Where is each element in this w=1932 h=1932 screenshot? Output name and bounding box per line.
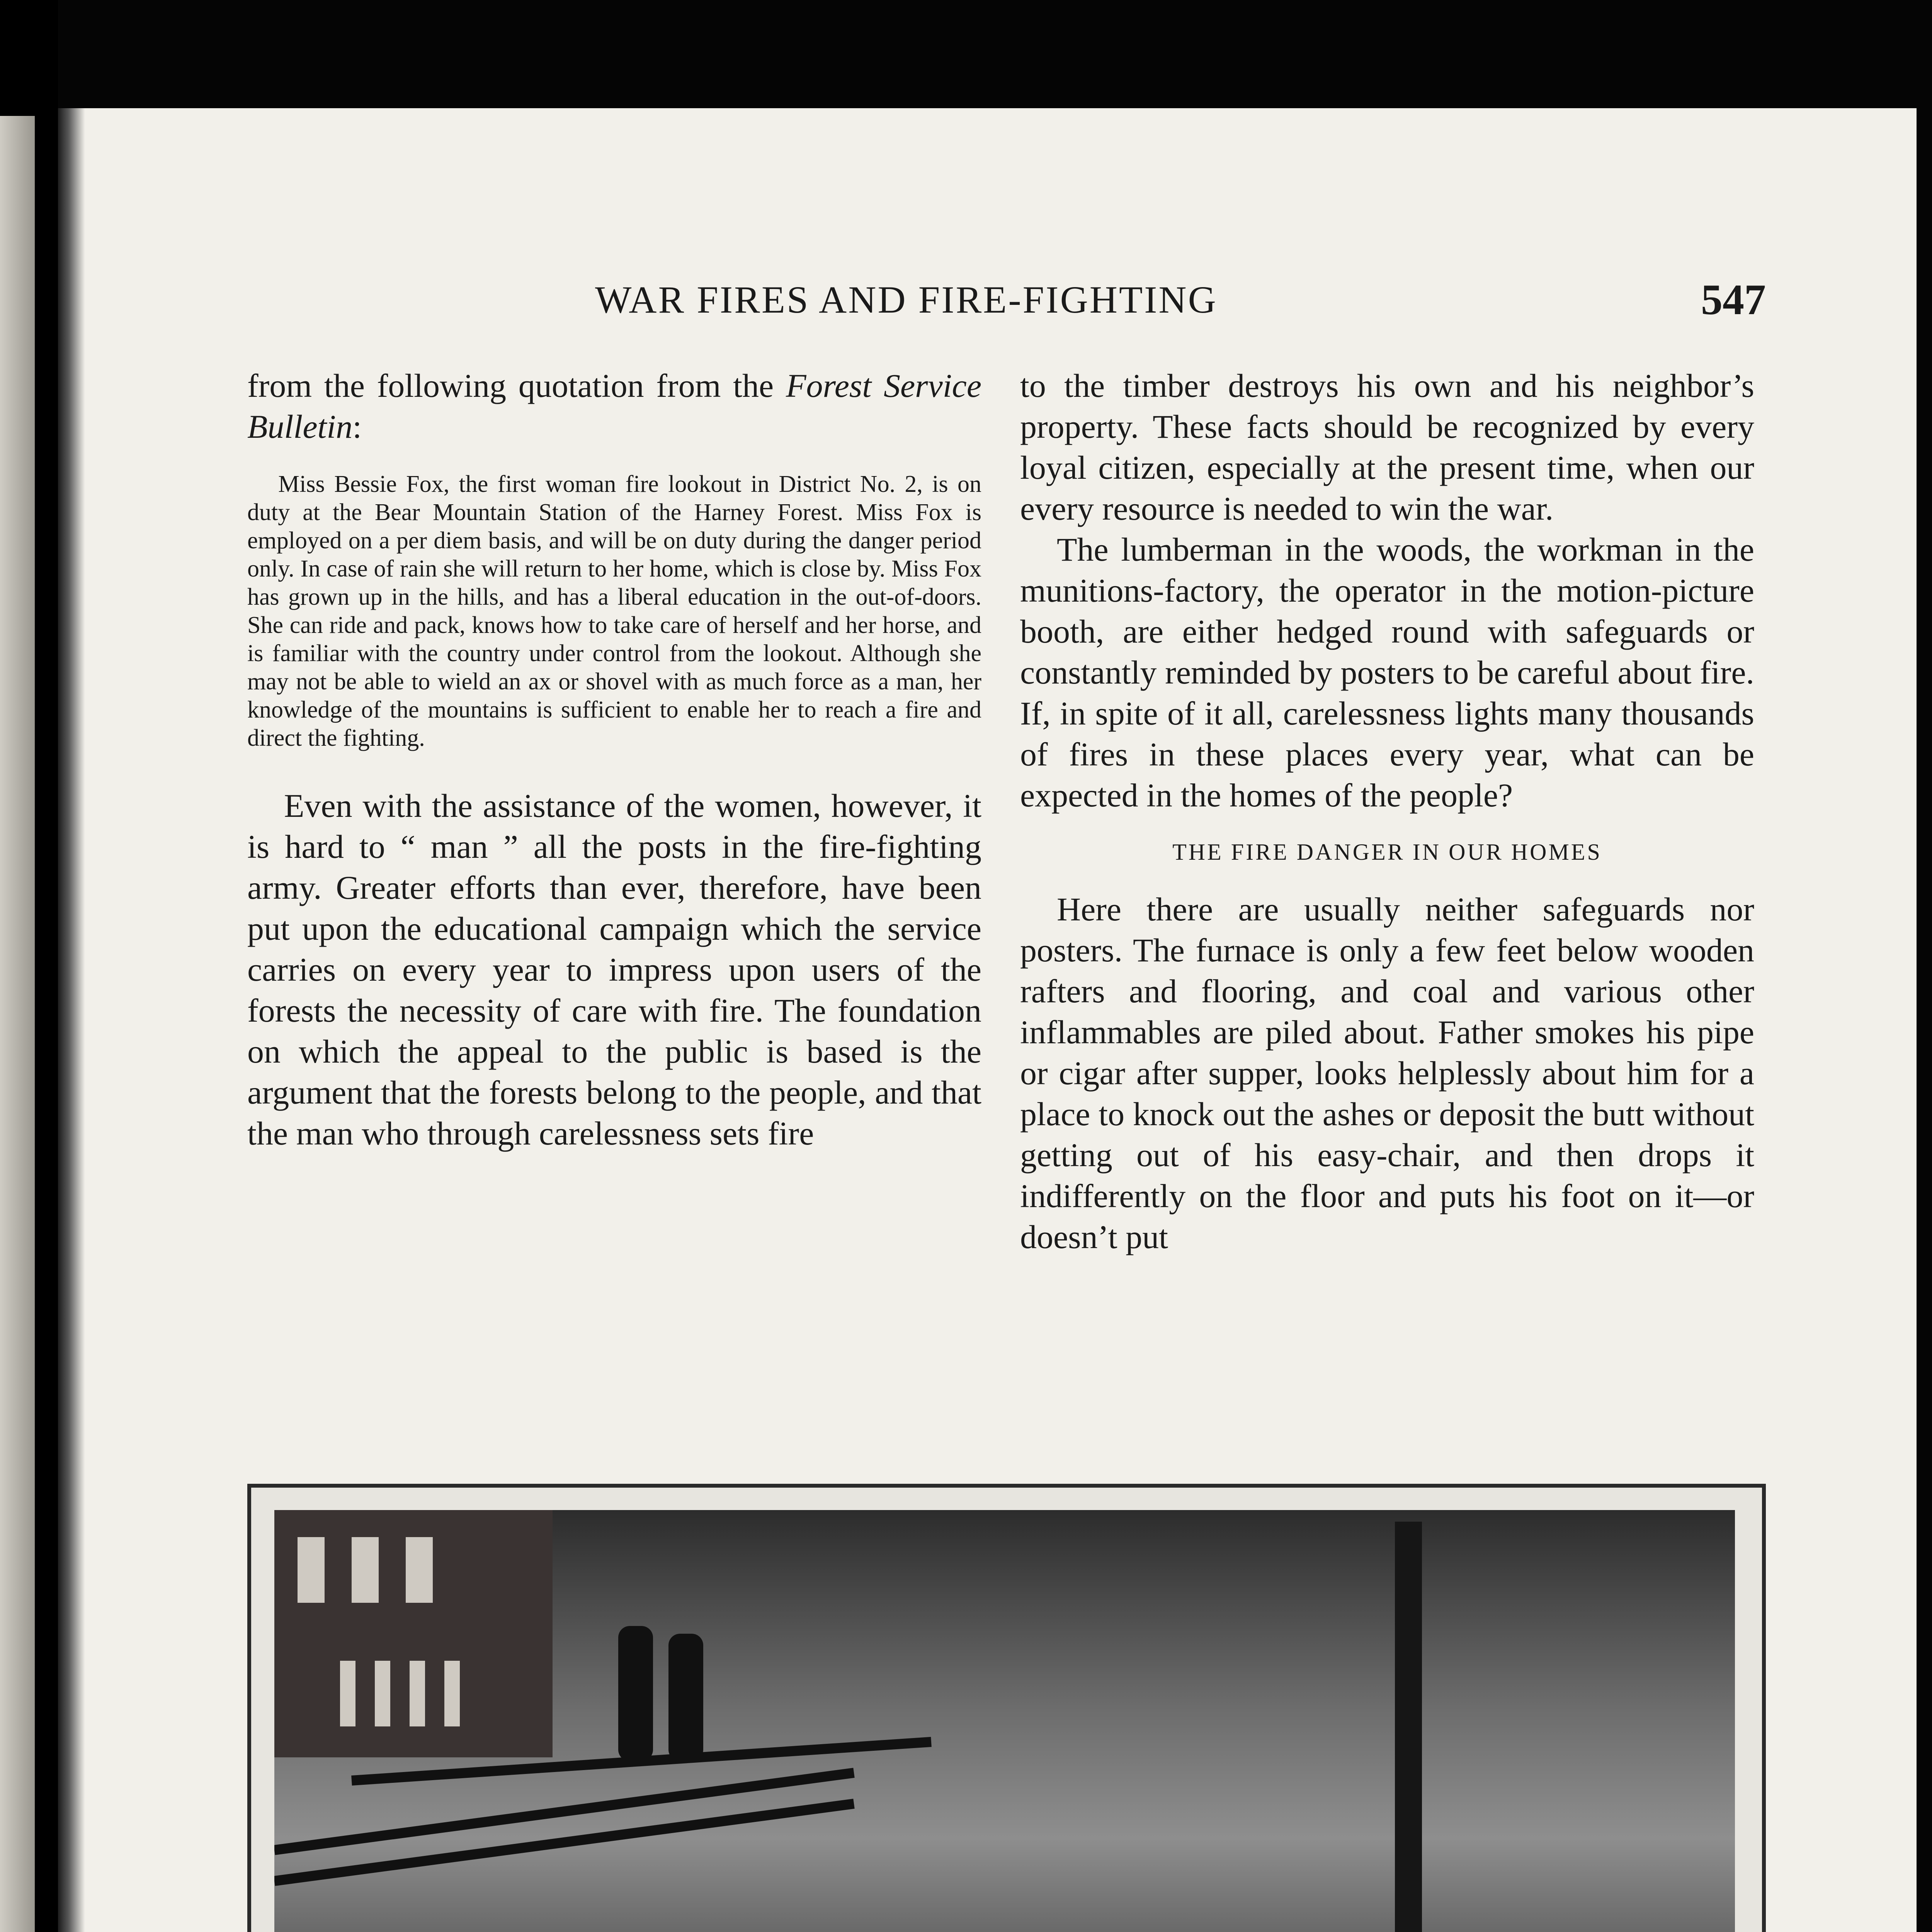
- pen-fences: [274, 1742, 931, 1881]
- block-quote: Miss Bessie Fox, the first woman fire lookout in District No. 2, is on duty at the Bear Mountain Station of the Harney Forest. Miss Fox is employed on a per diem basis, and will be on duty during the danger period only. In case of rain she will return to her home, which is close by. Miss Fox has grown up in the hills, and has a liberal education in the out-of-doors. She can ride and pack, knows how to take care of herself and her horse, and is familiar with the country under control from the lookout. Although she may not be able to wield an ax or shovel with as much force as a man, her knowledge of the mountains is sufficient to enable her to reach a fire and direct the fighting.: [247, 471, 981, 751]
- page-number: 547: [1701, 276, 1766, 324]
- spacer: [247, 752, 981, 785]
- body-paragraph: The lumberman in the woods, the workman in the munitions-factory, the operator in the motion-picture booth, are either hedged round with safeguards or constantly reminded by posters to be careful about fire. If, in spite of it all, carelessness lights many thousands of fires in these places every year, what can be expected in the homes of the people?: [1020, 531, 1754, 814]
- intro-text: from the following quotation from the: [247, 367, 774, 404]
- stockyard-fire-photo: [274, 1510, 1735, 1932]
- spacer: [1020, 816, 1754, 839]
- binding-gutter-shadow: [58, 108, 85, 1932]
- facing-page-edge: [0, 116, 35, 1932]
- right-column: [1020, 365, 1754, 1257]
- spacer: [1020, 866, 1754, 889]
- photo-illustration: [274, 1510, 1735, 1932]
- running-title: WAR FIRES AND FIRE-FIGHTING: [595, 278, 1218, 321]
- body-paragraph: to the timber destroys his own and his neighbor’s property. These facts should be recognized by every loyal citizen, especially at the present time, when our every resource is needed to win the war.: [1020, 367, 1754, 527]
- left-column: [247, 365, 981, 1154]
- utility-pole: [1395, 1522, 1422, 1932]
- intro-line: [247, 365, 981, 447]
- spacer: [247, 447, 981, 470]
- body-paragraph: Even with the assistance of the women, however, it is hard to “ man ” all the posts in the fire-fighting army. Greater efforts than ever, therefore, have been put upon the educational campaign which the service carries on every year to impress upon users of the forests the necessity of care with fire. The foundation on which the appeal to the public is based is the argument that the forests belong to the people, and that the man who through carelessness sets fire: [247, 787, 981, 1152]
- section-heading: THE FIRE DANGER IN OUR HOMES: [1172, 839, 1602, 865]
- body-paragraph: Here there are usually neither safeguards nor posters. The furnace is only a few feet below wooden rafters and flooring, and coal and various other inflammables are piled about. Father smokes his pipe or cigar after supper, looks helplessly about him for a place to knock out the ashes or deposit the butt without getting out of his easy-chair, and then drops it indifferently on the floor and puts his foot on it—or doesn’t put: [1020, 891, 1754, 1255]
- bulletin-title: Forest Service Bulletin: [247, 367, 982, 445]
- photo-frame: [247, 1484, 1766, 1932]
- intro-colon: :: [352, 408, 362, 445]
